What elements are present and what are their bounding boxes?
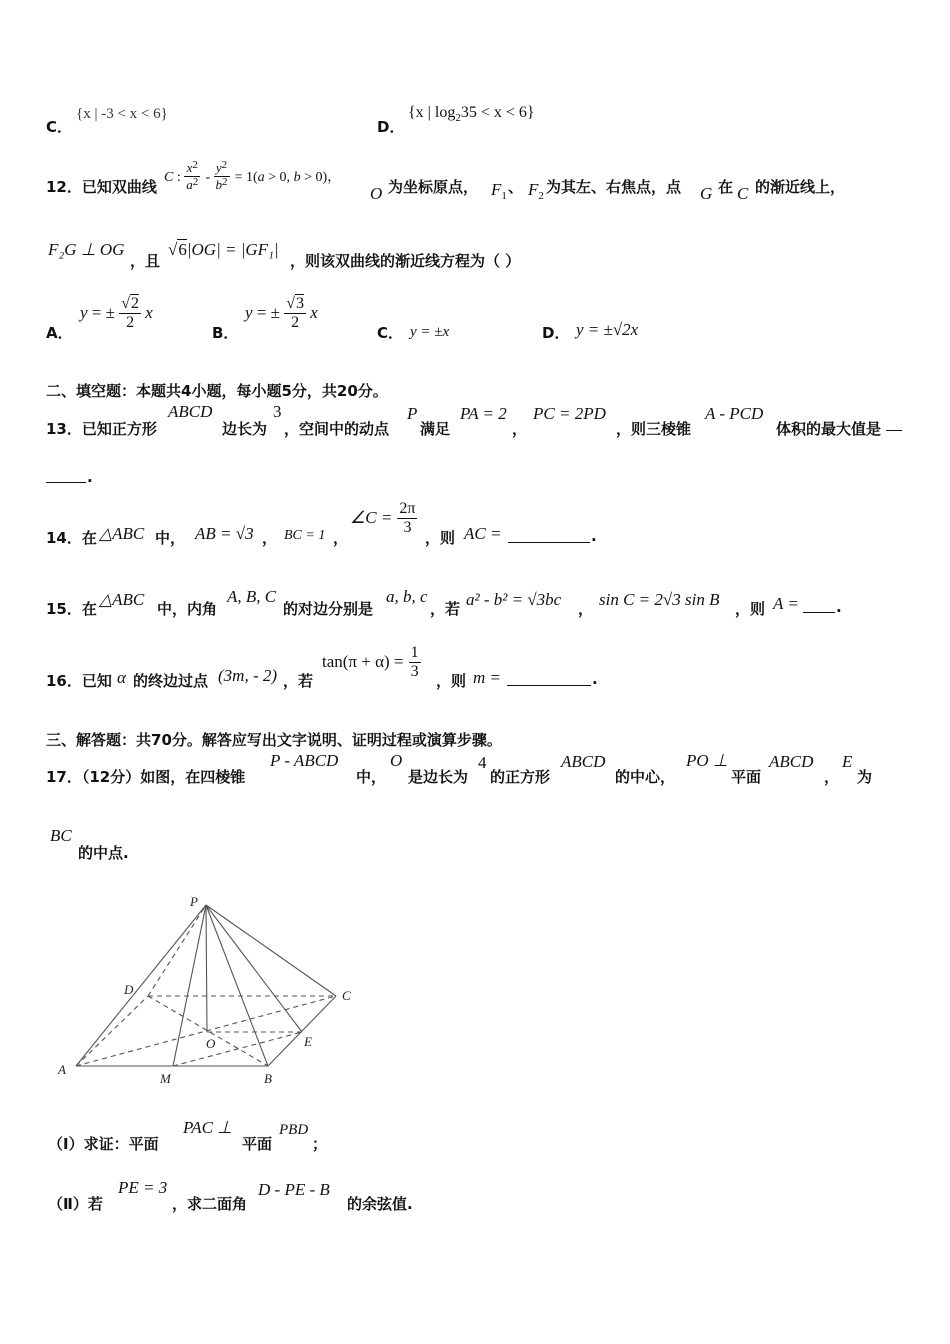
q15-sides: a, b, c xyxy=(386,587,428,606)
q14-text-then: ，则 xyxy=(425,529,456,547)
q17-part1-end: ； xyxy=(312,1135,328,1153)
q12-option-a-math: y = ± $\frac{√2}{2}$ x xyxy=(80,295,153,331)
figure-label-m: M xyxy=(160,1071,171,1086)
q17-part2-dihedral: D - PE - B xyxy=(258,1180,330,1199)
q14-text-in: 中， xyxy=(155,529,186,547)
q15-start: 15．在 xyxy=(46,600,97,618)
q12-text-asymptote: 的渐近线上， xyxy=(755,178,846,196)
q12-option-b-label: B． xyxy=(212,324,239,342)
q11-option-d-text: {x | $\log_235 < x < 6$} xyxy=(408,104,535,124)
q16-end: . xyxy=(592,670,598,688)
q14-comma2: ， xyxy=(333,529,349,547)
q12-c: C xyxy=(737,184,749,203)
q15-a: A = xyxy=(773,594,799,613)
figure-label-p: P xyxy=(190,894,198,909)
q17-pyramid: P - ABCD xyxy=(270,751,339,770)
q14-bc: BC = 1 xyxy=(284,528,326,543)
q17-part1-pbd: PBD xyxy=(279,1122,309,1138)
q17-text-square: 的正方形 xyxy=(490,768,551,786)
q12-text-on: 在 xyxy=(718,178,734,196)
q16-point: (3m, - 2) xyxy=(218,666,278,685)
q17-bc: BC xyxy=(50,826,72,845)
q14-blank xyxy=(508,542,590,543)
q17-text-side: 是边长为 xyxy=(408,768,469,786)
section2-heading: 二、填空题：本题共4小题，每小题5分，共20分。 xyxy=(46,382,388,400)
q12-option-b-math: y = ± $\frac{√3}{2}$ x xyxy=(245,295,318,331)
q13-text-max: 体积的最大值是 xyxy=(776,420,882,438)
q16-blank xyxy=(507,685,591,686)
q17-abcd: ABCD xyxy=(561,752,606,771)
q12-option-a-label: A． xyxy=(46,324,73,342)
figure-label-d: D xyxy=(124,982,134,997)
q13-text-satisfy: 满足 xyxy=(420,420,451,438)
q14-ac: AC = xyxy=(464,524,502,543)
q14-start: 14．在 xyxy=(46,529,97,547)
q13-pyramid: A - PCD xyxy=(705,404,764,423)
q15-text-then: ，则 xyxy=(735,600,766,618)
q13-end: . xyxy=(87,468,93,486)
figure-label-e: E xyxy=(304,1034,312,1049)
q15-blank xyxy=(803,612,835,613)
q12-hyperbola-equation: C : $\frac{x^2}{a^2}$ - $\frac{y^2}{b^2}$ = 1(a > 0, b > 0)， xyxy=(164,159,342,192)
q17-pyramid-figure xyxy=(40,890,370,1090)
q14-ab: AB = √3 xyxy=(195,524,254,543)
q17-part1-pac: PAC ⊥ xyxy=(183,1118,232,1137)
q15-eq1: a² - b² = √3bc xyxy=(466,590,562,609)
q13-text-point: ，空间中的动点 xyxy=(284,420,390,438)
q13-p: P xyxy=(407,404,418,423)
q17-part1-label: （Ⅰ）求证：平面 xyxy=(48,1135,159,1153)
q12-option-d-label: D． xyxy=(542,324,570,342)
q17-abcd2: ABCD xyxy=(769,752,814,771)
q17-part1-plane: 平面 xyxy=(242,1135,273,1153)
figure-label-b: B xyxy=(264,1071,272,1086)
q17-e: E xyxy=(842,752,853,771)
q12-option-c-math: y = ±x xyxy=(410,324,450,340)
q13-pa: PA = 2 xyxy=(460,404,507,423)
q12-option-d-math: y = ±√2x xyxy=(576,320,639,339)
q16-start: 16．已知 xyxy=(46,672,112,690)
q16-text-if: ，若 xyxy=(283,672,314,690)
q11-option-c-text: {x | -3 < x < 6} xyxy=(76,106,168,122)
q14-angle: ∠C = $\frac{2\pi}{3}$ xyxy=(350,500,416,536)
q13-square: ABCD xyxy=(168,402,213,421)
q11-option-d-label: D． xyxy=(377,118,405,136)
q17-part2-end: 的余弦值. xyxy=(347,1195,413,1213)
q11-option-c-label: C． xyxy=(46,118,73,136)
q14-comma1: ， xyxy=(262,529,278,547)
q13-blank-part2 xyxy=(46,482,86,483)
q13-blank-part1 xyxy=(886,430,902,431)
q15-angles: A, B, C xyxy=(227,587,277,606)
q17-part2-pe: PE = 3 xyxy=(118,1178,168,1197)
q17-text-center: 的中心， xyxy=(615,768,676,786)
q17-start: 17．（12分）如图，在四棱锥 xyxy=(46,768,246,786)
q12-g: G xyxy=(700,184,713,203)
q15-text-angles: 中，内角 xyxy=(157,600,218,618)
q12-condition: √6|OG| = |GF₁| xyxy=(168,240,279,259)
q13-start: 13．已知正方形 xyxy=(46,420,157,438)
figure-label-o: O xyxy=(206,1036,216,1051)
q16-text-then: ，则 xyxy=(436,672,467,690)
q15-end: . xyxy=(836,598,842,616)
q17-four: 4 xyxy=(478,753,487,772)
q17-text-midpoint: 的中点. xyxy=(78,844,129,862)
q17-text-in: 中， xyxy=(356,768,387,786)
q16-text-terminal: 的终边过点 xyxy=(133,672,209,690)
q12-line1: 12．已知双曲线 xyxy=(46,178,157,196)
q15-text-if: ，若 xyxy=(430,600,461,618)
q12-f1: $F_1$ xyxy=(491,180,507,202)
q16-m: m = xyxy=(473,668,501,687)
q12-origin-o: O xyxy=(370,184,383,203)
q17-text-plane: 平面 xyxy=(731,768,762,786)
figure-label-c: C xyxy=(342,988,351,1003)
q12-sep: 、 xyxy=(508,178,524,196)
q13-text-pyramid: ，则三棱锥 xyxy=(616,420,692,438)
q13-pc: PC = 2PD xyxy=(533,404,606,423)
q17-part2-text: ，求二面角 xyxy=(172,1195,248,1213)
q13-comma: ， xyxy=(512,420,528,438)
q14-triangle: △ABC xyxy=(99,524,145,543)
q15-text-sides: 的对边分别是 xyxy=(283,600,374,618)
q12-text-question: ，则该双曲线的渐近线方程为（ ） xyxy=(290,252,521,270)
q17-part2-label: （Ⅱ）若 xyxy=(48,1195,103,1213)
q14-end: . xyxy=(591,527,597,545)
section3-heading: 三、解答题：共70分。解答应写出文字说明、证明过程或演算步骤。 xyxy=(46,731,502,749)
q16-alpha: α xyxy=(117,668,126,687)
q12-text-foci: 为其左、右焦点，点 xyxy=(546,178,682,196)
q17-text-is: 为 xyxy=(857,768,873,786)
q12-f2: $F_2$ xyxy=(528,180,544,202)
q15-triangle: △ABC xyxy=(99,590,145,609)
q15-eq2: sin C = 2√3 sin B xyxy=(599,590,720,609)
q12-text-and: ，且 xyxy=(130,252,161,270)
q13-side-value: 3 xyxy=(273,402,282,421)
q17-po: PO ⊥ xyxy=(686,751,728,770)
q12-text-origin: 为坐标原点， xyxy=(388,178,479,196)
q12-perp: F₂G ⊥ OG xyxy=(48,240,125,259)
figure-label-a: A xyxy=(58,1062,66,1077)
q17-comma: ， xyxy=(824,768,840,786)
q16-tan: tan(π + α) = $\frac{1}{3}$ xyxy=(322,644,419,680)
q12-option-c-label: C． xyxy=(377,324,404,342)
q13-text-side: 边长为 xyxy=(222,420,268,438)
q15-comma: ， xyxy=(578,600,594,618)
q17-o: O xyxy=(390,751,403,770)
